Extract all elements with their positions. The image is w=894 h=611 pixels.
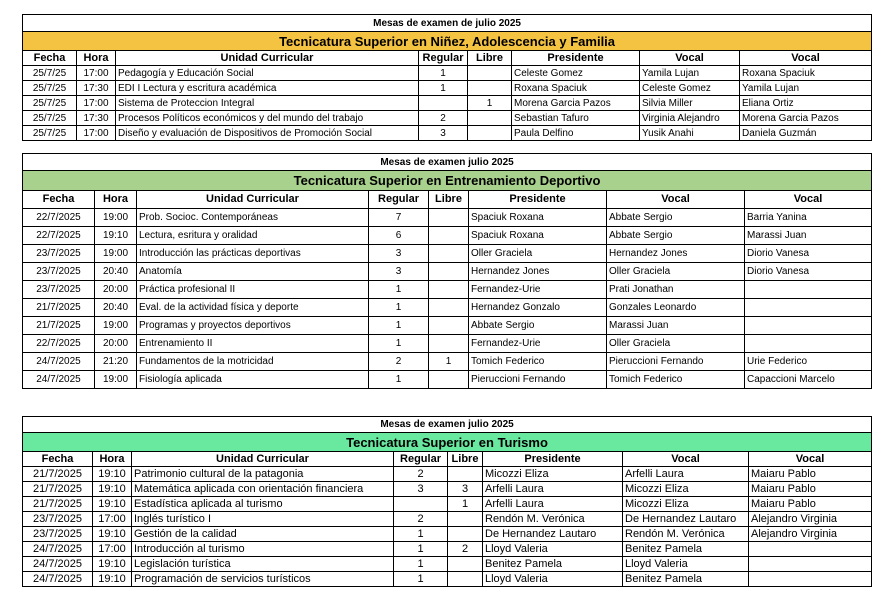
col-header-hora: Hora bbox=[93, 452, 132, 467]
regular-cell: 3 bbox=[369, 245, 429, 263]
hora-cell: 19:00 bbox=[95, 371, 137, 389]
vocal-cell bbox=[745, 281, 872, 299]
vocal-cell bbox=[745, 299, 872, 317]
regular-cell: 1 bbox=[369, 317, 429, 335]
unidad-cell: Diseño y evaluación de Dispositivos de Promoción Social bbox=[116, 126, 419, 141]
fecha-cell: 23/7/2025 bbox=[23, 512, 93, 527]
presidente-cell: Hernandez Jones bbox=[469, 263, 607, 281]
table-title: Mesas de examen julio 2025 bbox=[23, 417, 872, 433]
regular-cell: 3 bbox=[419, 126, 468, 141]
unidad-cell: Programación de servicios turísticos bbox=[132, 572, 394, 587]
unidad-cell: Procesos Políticos económicos y del mundo del trabajo bbox=[116, 111, 419, 126]
fecha-cell: 23/7/2025 bbox=[23, 245, 95, 263]
libre-cell bbox=[448, 557, 483, 572]
unidad-cell: Fisiología aplicada bbox=[137, 371, 369, 389]
regular-cell: 1 bbox=[369, 299, 429, 317]
vocal-cell: Marassi Juan bbox=[607, 317, 745, 335]
unidad-cell: Introducción al turismo bbox=[132, 542, 394, 557]
presidente-cell: Arfelli Laura bbox=[483, 497, 623, 512]
table-title: Mesas de examen julio 2025 bbox=[23, 154, 872, 171]
vocal-cell: Virginia Alejandro bbox=[640, 111, 740, 126]
presidente-cell: Fernandez-Urie bbox=[469, 281, 607, 299]
regular-cell: 2 bbox=[369, 353, 429, 371]
vocal-cell: Abbate Sergio bbox=[607, 209, 745, 227]
presidente-cell: Pieruccioni Fernando bbox=[469, 371, 607, 389]
unidad-cell: Práctica profesional II bbox=[137, 281, 369, 299]
col-header-libre: Libre bbox=[429, 191, 469, 209]
col-header-presidente: Presidente bbox=[512, 51, 640, 66]
fecha-cell: 21/7/2025 bbox=[23, 299, 95, 317]
vocal-cell: Celeste Gomez bbox=[640, 81, 740, 96]
table-row bbox=[23, 512, 872, 527]
regular-cell: 1 bbox=[394, 527, 448, 542]
presidente-cell: Tomich Federico bbox=[469, 353, 607, 371]
vocal-cell: Daniela Guzmán bbox=[740, 126, 872, 141]
regular-cell: 1 bbox=[394, 572, 448, 587]
col-header-libre: Libre bbox=[448, 452, 483, 467]
unidad-cell: Legislación turística bbox=[132, 557, 394, 572]
libre-cell bbox=[429, 227, 469, 245]
program-title: Tecnicatura Superior en Turismo bbox=[23, 433, 872, 452]
presidente-cell: Morena Garcia Pazos bbox=[512, 96, 640, 111]
regular-cell: 2 bbox=[419, 111, 468, 126]
hora-cell: 20:40 bbox=[95, 263, 137, 281]
libre-cell: 3 bbox=[448, 482, 483, 497]
unidad-cell: Fundamentos de la motricidad bbox=[137, 353, 369, 371]
table-row bbox=[23, 527, 872, 542]
fecha-cell: 22/7/2025 bbox=[23, 227, 95, 245]
fecha-cell: 25/7/25 bbox=[23, 81, 77, 96]
unidad-cell: Lectura, esritura y oralidad bbox=[137, 227, 369, 245]
unidad-cell: Entrenamiento II bbox=[137, 335, 369, 353]
presidente-cell: Sebastian Tafuro bbox=[512, 111, 640, 126]
vocal-cell bbox=[745, 335, 872, 353]
header-row bbox=[23, 452, 872, 467]
hora-cell: 17:30 bbox=[77, 81, 116, 96]
unidad-cell: Eval. de la actividad física y deporte bbox=[137, 299, 369, 317]
table-row bbox=[23, 299, 872, 317]
fecha-cell: 22/7/2025 bbox=[23, 335, 95, 353]
presidente-cell: Celeste Gomez bbox=[512, 66, 640, 81]
table-row bbox=[23, 126, 872, 141]
vocal-cell: Prati Jonathan bbox=[607, 281, 745, 299]
unidad-cell: Sistema de Proteccion Integral bbox=[116, 96, 419, 111]
table-row bbox=[23, 542, 872, 557]
regular-cell: 1 bbox=[369, 371, 429, 389]
fecha-cell: 21/7/2025 bbox=[23, 317, 95, 335]
vocal-cell: Maiaru Pablo bbox=[749, 497, 872, 512]
col-header-vocal: Vocal bbox=[640, 51, 740, 66]
col-header-vocal: Vocal bbox=[749, 452, 872, 467]
vocal-cell: Benitez Pamela bbox=[623, 572, 749, 587]
libre-cell bbox=[468, 66, 512, 81]
libre-cell bbox=[429, 263, 469, 281]
vocal-cell: Silvia Miller bbox=[640, 96, 740, 111]
hora-cell: 19:10 bbox=[93, 557, 132, 572]
unidad-cell: Estadística aplicada al turismo bbox=[132, 497, 394, 512]
presidente-cell: Fernandez-Urie bbox=[469, 335, 607, 353]
unidad-cell: Inglés turístico I bbox=[132, 512, 394, 527]
hora-cell: 19:10 bbox=[93, 527, 132, 542]
presidente-cell: Spaciuk Roxana bbox=[469, 209, 607, 227]
presidente-cell: Hernandez Gonzalo bbox=[469, 299, 607, 317]
hora-cell: 20:00 bbox=[95, 281, 137, 299]
regular-cell: 1 bbox=[419, 81, 468, 96]
libre-cell: 1 bbox=[448, 497, 483, 512]
presidente-cell: Benitez Pamela bbox=[483, 557, 623, 572]
fecha-cell: 21/7/2025 bbox=[23, 467, 93, 482]
table-row bbox=[23, 353, 872, 371]
table-row bbox=[23, 263, 872, 281]
fecha-cell: 24/7/2025 bbox=[23, 542, 93, 557]
regular-cell: 2 bbox=[394, 467, 448, 482]
presidente-cell: Rendón M. Verónica bbox=[483, 512, 623, 527]
regular-cell: 3 bbox=[394, 482, 448, 497]
fecha-cell: 23/7/2025 bbox=[23, 527, 93, 542]
libre-cell bbox=[429, 317, 469, 335]
libre-cell bbox=[448, 527, 483, 542]
libre-cell: 2 bbox=[448, 542, 483, 557]
col-header-presidente: Presidente bbox=[483, 452, 623, 467]
table-row bbox=[23, 335, 872, 353]
vocal-cell: Oller Graciela bbox=[607, 263, 745, 281]
hora-cell: 19:00 bbox=[95, 209, 137, 227]
unidad-cell: Gestión de la calidad bbox=[132, 527, 394, 542]
table-row bbox=[23, 81, 872, 96]
col-header-vocal: Vocal bbox=[740, 51, 872, 66]
libre-cell bbox=[448, 467, 483, 482]
fecha-cell: 24/7/2025 bbox=[23, 371, 95, 389]
fecha-cell: 21/7/2025 bbox=[23, 497, 93, 512]
header-row bbox=[23, 51, 872, 66]
vocal-cell: Diorio Vanesa bbox=[745, 245, 872, 263]
hora-cell: 17:30 bbox=[77, 111, 116, 126]
vocal-cell: Yamila Lujan bbox=[640, 66, 740, 81]
table-row bbox=[23, 227, 872, 245]
vocal-cell: Marassi Juan bbox=[745, 227, 872, 245]
vocal-cell: Urie Federico bbox=[745, 353, 872, 371]
col-header-fecha: Fecha bbox=[23, 51, 77, 66]
table-row bbox=[23, 317, 872, 335]
table-row bbox=[23, 96, 872, 111]
col-header-hora: Hora bbox=[95, 191, 137, 209]
exam-table-turismo bbox=[22, 416, 872, 587]
unidad-cell: Programas y proyectos deportivos bbox=[137, 317, 369, 335]
libre-cell bbox=[468, 111, 512, 126]
presidente-cell: Oller Graciela bbox=[469, 245, 607, 263]
vocal-cell: Morena Garcia Pazos bbox=[740, 111, 872, 126]
vocal-cell: Rendón M. Verónica bbox=[623, 527, 749, 542]
vocal-cell: Alejandro Virginia bbox=[749, 527, 872, 542]
presidente-cell: Micozzi Eliza bbox=[483, 467, 623, 482]
header-row bbox=[23, 191, 872, 209]
hora-cell: 19:10 bbox=[95, 227, 137, 245]
presidente-cell: Arfelli Laura bbox=[483, 482, 623, 497]
vocal-cell: Oller Graciela bbox=[607, 335, 745, 353]
fecha-cell: 24/7/2025 bbox=[23, 557, 93, 572]
hora-cell: 17:00 bbox=[93, 512, 132, 527]
fecha-cell: 25/7/25 bbox=[23, 111, 77, 126]
presidente-cell: De Hernandez Lautaro bbox=[483, 527, 623, 542]
presidente-cell: Paula Delfino bbox=[512, 126, 640, 141]
unidad-cell: Anatomía bbox=[137, 263, 369, 281]
vocal-cell bbox=[745, 317, 872, 335]
vocal-cell: Capaccioni Marcelo bbox=[745, 371, 872, 389]
vocal-cell: Lloyd Valeria bbox=[623, 557, 749, 572]
col-header-hora: Hora bbox=[77, 51, 116, 66]
vocal-cell bbox=[749, 542, 872, 557]
col-header-fecha: Fecha bbox=[23, 191, 95, 209]
table-title: Mesas de examen de julio 2025 bbox=[23, 15, 872, 32]
hora-cell: 20:40 bbox=[95, 299, 137, 317]
libre-cell bbox=[429, 335, 469, 353]
vocal-cell bbox=[749, 572, 872, 587]
presidente-cell: Abbate Sergio bbox=[469, 317, 607, 335]
col-header-unidad: Unidad Curricular bbox=[132, 452, 394, 467]
hora-cell: 17:00 bbox=[77, 96, 116, 111]
presidente-cell: Lloyd Valeria bbox=[483, 542, 623, 557]
presidente-cell: Spaciuk Roxana bbox=[469, 227, 607, 245]
table-row bbox=[23, 111, 872, 126]
hora-cell: 17:00 bbox=[93, 542, 132, 557]
fecha-cell: 23/7/2025 bbox=[23, 281, 95, 299]
table-row bbox=[23, 281, 872, 299]
libre-cell bbox=[429, 299, 469, 317]
vocal-cell: Tomich Federico bbox=[607, 371, 745, 389]
unidad-cell: EDI I Lectura y escritura académica bbox=[116, 81, 419, 96]
program-title: Tecnicatura Superior en Niñez, Adolescencia y Familia bbox=[23, 32, 872, 51]
vocal-cell: De Hernandez Lautaro bbox=[623, 512, 749, 527]
unidad-cell: Matemática aplicada con orientación financiera bbox=[132, 482, 394, 497]
vocal-cell: Alejandro Virginia bbox=[749, 512, 872, 527]
table-row bbox=[23, 209, 872, 227]
vocal-cell: Gonzales Leonardo bbox=[607, 299, 745, 317]
hora-cell: 19:10 bbox=[93, 572, 132, 587]
col-header-vocal: Vocal bbox=[745, 191, 872, 209]
regular-cell: 2 bbox=[394, 512, 448, 527]
fecha-cell: 23/7/2025 bbox=[23, 263, 95, 281]
regular-cell: 6 bbox=[369, 227, 429, 245]
libre-cell bbox=[429, 371, 469, 389]
fecha-cell: 22/7/2025 bbox=[23, 209, 95, 227]
vocal-cell: Micozzi Eliza bbox=[623, 482, 749, 497]
libre-cell bbox=[448, 512, 483, 527]
col-header-fecha: Fecha bbox=[23, 452, 93, 467]
vocal-cell: Hernandez Jones bbox=[607, 245, 745, 263]
regular-cell: 3 bbox=[369, 263, 429, 281]
vocal-cell: Barria Yanina bbox=[745, 209, 872, 227]
unidad-cell: Patrimonio cultural de la patagonia bbox=[132, 467, 394, 482]
exam-table-ninez bbox=[22, 14, 872, 141]
col-header-libre: Libre bbox=[468, 51, 512, 66]
vocal-cell: Micozzi Eliza bbox=[623, 497, 749, 512]
hora-cell: 19:10 bbox=[93, 482, 132, 497]
table-row bbox=[23, 572, 872, 587]
hora-cell: 19:10 bbox=[93, 497, 132, 512]
fecha-cell: 25/7/25 bbox=[23, 126, 77, 141]
fecha-cell: 24/7/2025 bbox=[23, 353, 95, 371]
libre-cell: 1 bbox=[468, 96, 512, 111]
vocal-cell: Maiaru Pablo bbox=[749, 482, 872, 497]
fecha-cell: 24/7/2025 bbox=[23, 572, 93, 587]
col-header-presidente: Presidente bbox=[469, 191, 607, 209]
regular-cell: 1 bbox=[419, 66, 468, 81]
col-header-regular: Regular bbox=[419, 51, 468, 66]
hora-cell: 21:20 bbox=[95, 353, 137, 371]
hora-cell: 19:10 bbox=[93, 467, 132, 482]
fecha-cell: 21/7/2025 bbox=[23, 482, 93, 497]
col-header-regular: Regular bbox=[394, 452, 448, 467]
fecha-cell: 25/7/25 bbox=[23, 96, 77, 111]
vocal-cell: Roxana Spaciuk bbox=[740, 66, 872, 81]
libre-cell bbox=[429, 245, 469, 263]
vocal-cell: Arfelli Laura bbox=[623, 467, 749, 482]
col-header-unidad: Unidad Curricular bbox=[137, 191, 369, 209]
vocal-cell: Maiaru Pablo bbox=[749, 467, 872, 482]
regular-cell bbox=[394, 497, 448, 512]
col-header-vocal: Vocal bbox=[607, 191, 745, 209]
table-row bbox=[23, 482, 872, 497]
unidad-cell: Introducción las prácticas deportivas bbox=[137, 245, 369, 263]
vocal-cell: Yamila Lujan bbox=[740, 81, 872, 96]
exam-table-entrenamiento bbox=[22, 153, 872, 389]
vocal-cell: Benitez Pamela bbox=[623, 542, 749, 557]
libre-cell bbox=[429, 281, 469, 299]
table-row bbox=[23, 66, 872, 81]
vocal-cell bbox=[749, 557, 872, 572]
vocal-cell: Diorio Vanesa bbox=[745, 263, 872, 281]
vocal-cell: Yusik Anahi bbox=[640, 126, 740, 141]
table-row bbox=[23, 497, 872, 512]
table-row bbox=[23, 557, 872, 572]
libre-cell bbox=[448, 572, 483, 587]
hora-cell: 19:00 bbox=[95, 245, 137, 263]
unidad-cell: Pedagogía y Educación Social bbox=[116, 66, 419, 81]
regular-cell: 1 bbox=[369, 281, 429, 299]
regular-cell: 1 bbox=[394, 557, 448, 572]
hora-cell: 19:00 bbox=[95, 317, 137, 335]
hora-cell: 17:00 bbox=[77, 66, 116, 81]
col-header-regular: Regular bbox=[369, 191, 429, 209]
regular-cell bbox=[419, 96, 468, 111]
program-title: Tecnicatura Superior en Entrenamiento Deportivo bbox=[23, 171, 872, 191]
regular-cell: 7 bbox=[369, 209, 429, 227]
col-header-vocal: Vocal bbox=[623, 452, 749, 467]
presidente-cell: Lloyd Valeria bbox=[483, 572, 623, 587]
col-header-unidad: Unidad Curricular bbox=[116, 51, 419, 66]
regular-cell: 1 bbox=[394, 542, 448, 557]
vocal-cell: Eliana Ortiz bbox=[740, 96, 872, 111]
table-row bbox=[23, 371, 872, 389]
libre-cell bbox=[468, 81, 512, 96]
hora-cell: 17:00 bbox=[77, 126, 116, 141]
table-row bbox=[23, 245, 872, 263]
unidad-cell: Prob. Socioc. Contemporáneas bbox=[137, 209, 369, 227]
regular-cell: 1 bbox=[369, 335, 429, 353]
vocal-cell: Abbate Sergio bbox=[607, 227, 745, 245]
presidente-cell: Roxana Spaciuk bbox=[512, 81, 640, 96]
libre-cell: 1 bbox=[429, 353, 469, 371]
libre-cell bbox=[468, 126, 512, 141]
table-row bbox=[23, 467, 872, 482]
libre-cell bbox=[429, 209, 469, 227]
hora-cell: 20:00 bbox=[95, 335, 137, 353]
fecha-cell: 25/7/25 bbox=[23, 66, 77, 81]
vocal-cell: Pieruccioni Fernando bbox=[607, 353, 745, 371]
